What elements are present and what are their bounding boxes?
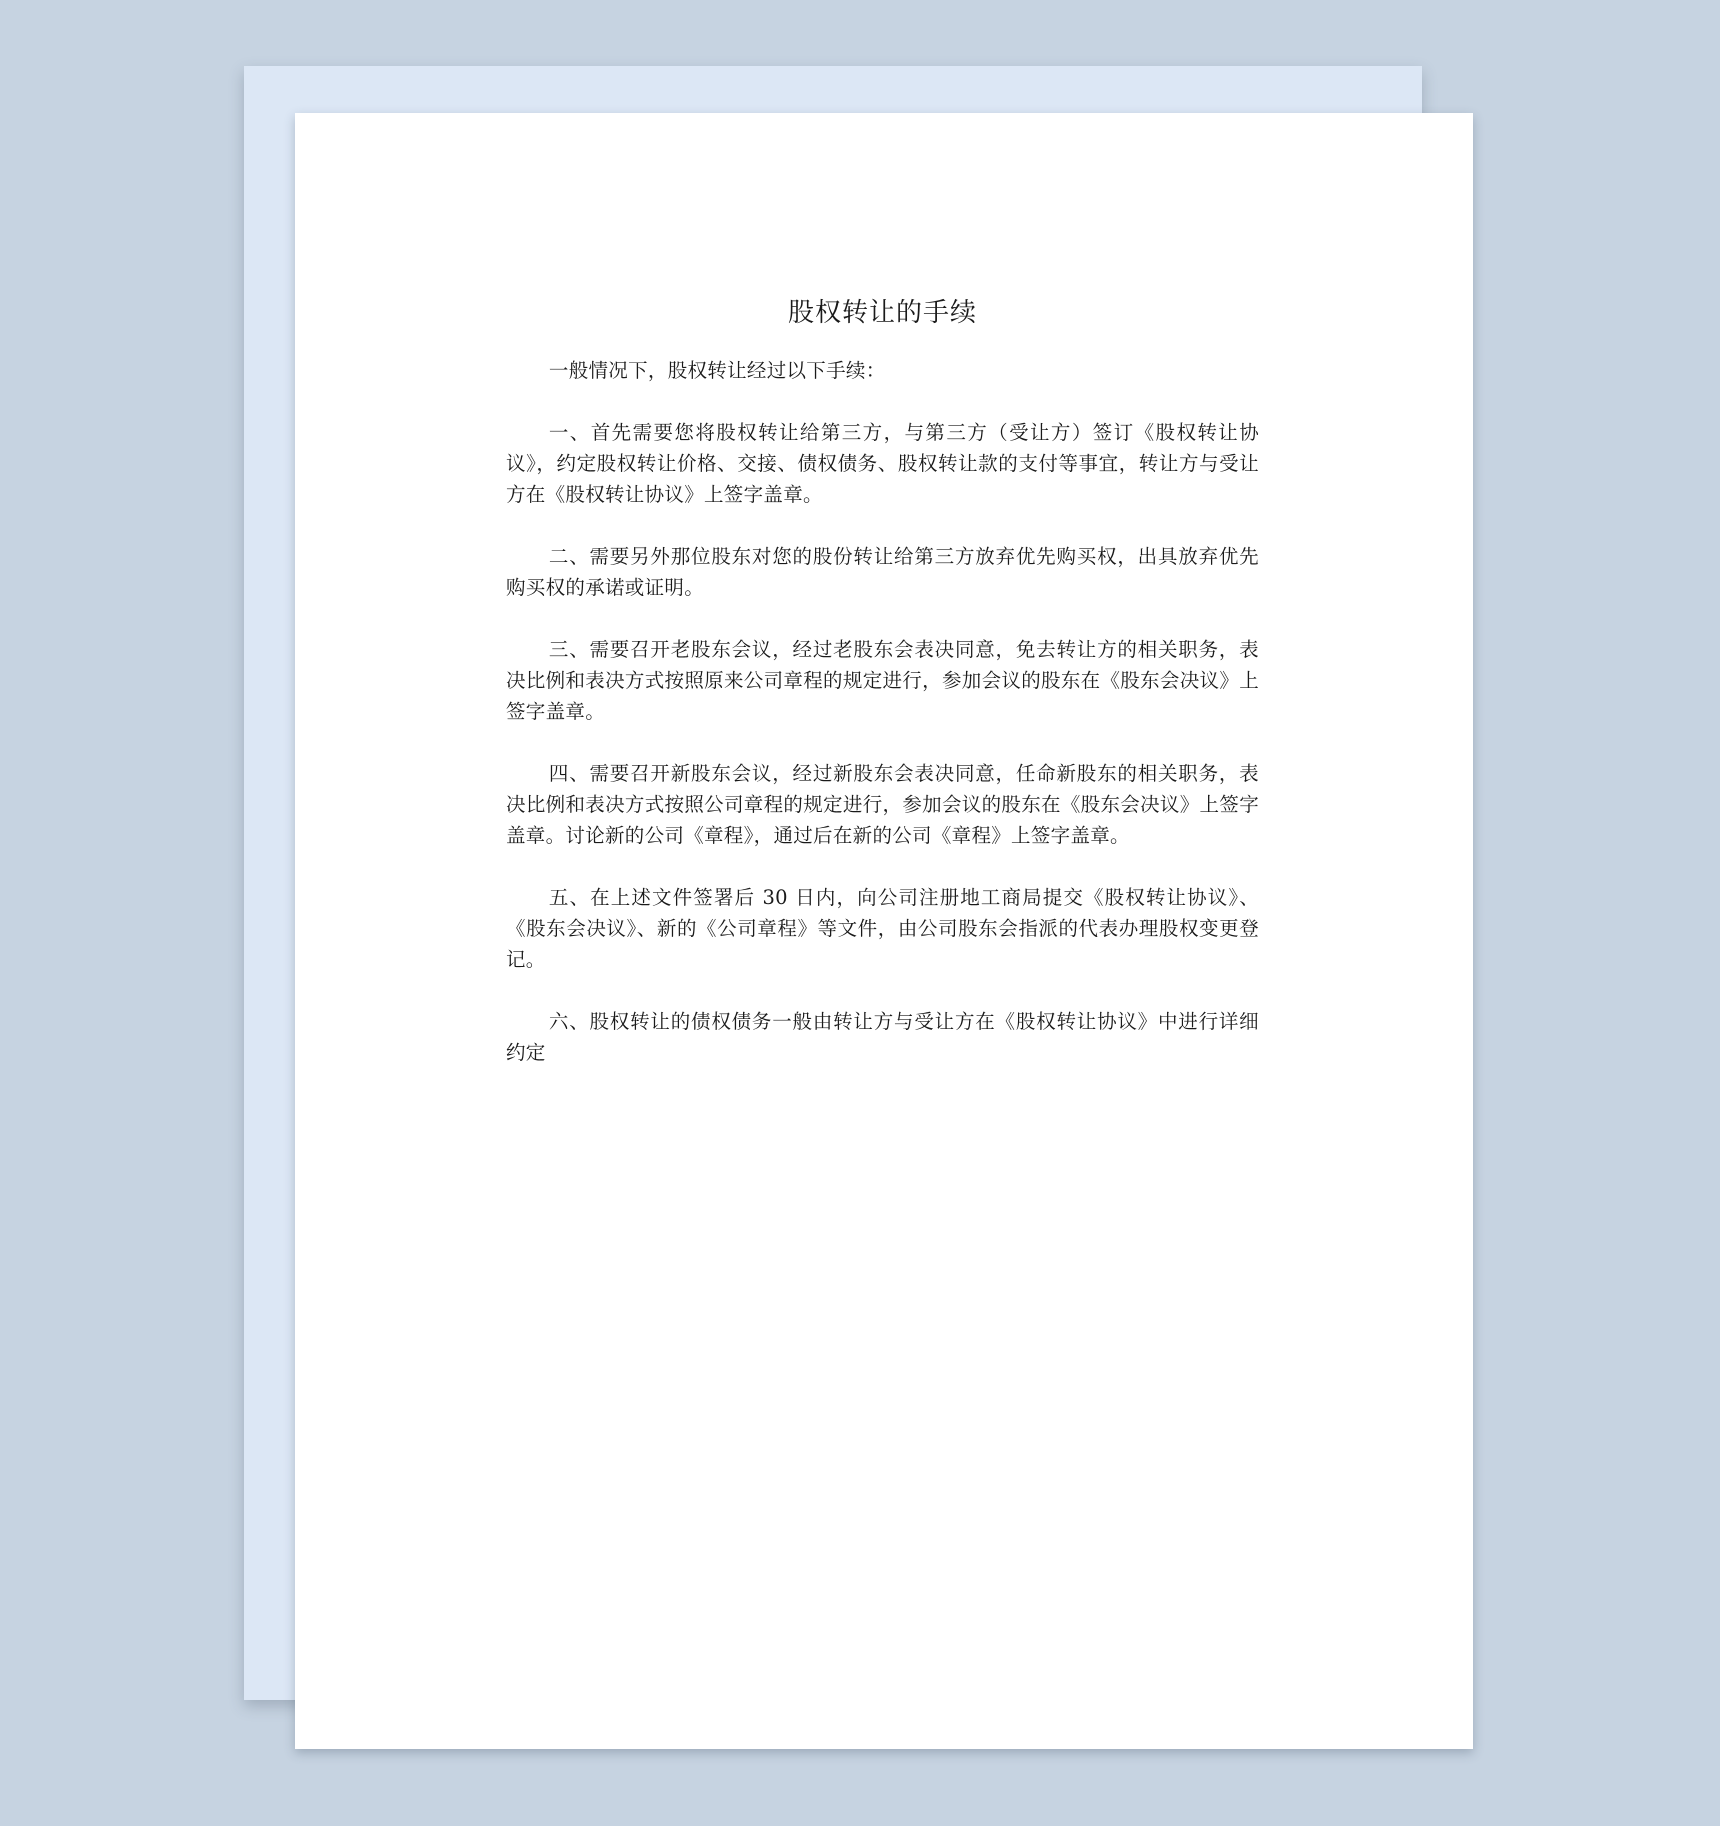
paragraph-step-4: 四、需要召开新股东会议，经过新股东会表决同意，任命新股东的相关职务，表决比例和表决方式按照公司章程的规定进行，参加会议的股东在《股东会决议》上签字盖章。讨论新的公司《章程》，通过后在新的公司《章程》上签字盖章。 (506, 762, 1259, 847)
paragraph-step-1: 一、首先需要您将股权转让给第三方，与第三方（受让方）签订《股权转让协议》，约定股权转让价格、交接、债权债务、股权转让款的支付等事宜，转让方与受让方在《股权转让协议》上签字盖章。 (506, 421, 1259, 506)
paragraph-step-6: 六、股权转让的债权债务一般由转让方与受让方在《股权转让协议》中进行详细约定 (506, 1010, 1259, 1064)
paragraph-step-2: 二、需要另外那位股东对您的股份转让给第三方放弃优先购买权，出具放弃优先购买权的承诺或证明。 (506, 545, 1259, 599)
paragraph-step-5: 五、在上述文件签署后 30 日内，向公司注册地工商局提交《股权转让协议》、《股东会决议》、新的《公司章程》等文件，由公司股东会指派的代表办理股权变更登记。 (506, 886, 1259, 971)
paragraph-step-3: 三、需要召开老股东会议，经过老股东会表决同意，免去转让方的相关职务，表决比例和表决方式按照原来公司章程的规定进行，参加会议的股东在《股东会决议》上签字盖章。 (506, 638, 1259, 723)
paragraph-intro: 一般情况下，股权转让经过以下手续： (548, 359, 886, 382)
document-body (506, 293, 1259, 1099)
document-page (295, 113, 1473, 1749)
document-title: 股权转让的手续 (787, 298, 977, 328)
